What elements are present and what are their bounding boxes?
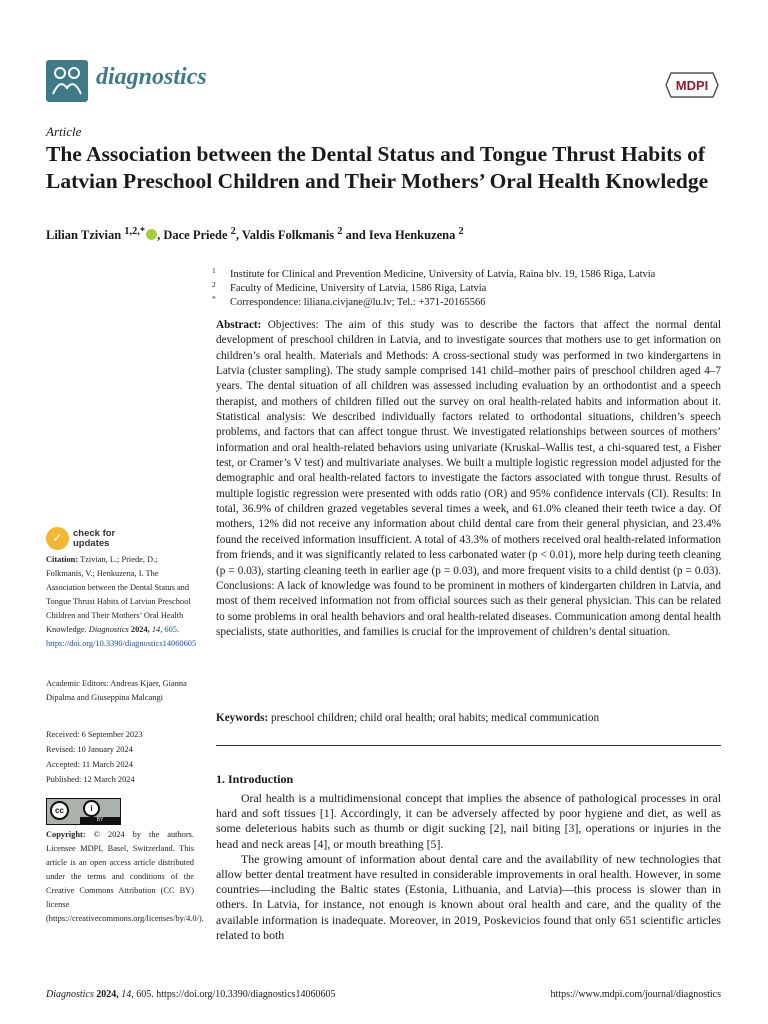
keywords — [216, 712, 721, 724]
introduction-body — [216, 791, 721, 943]
author-affiliation-mark: 2 — [337, 226, 343, 237]
check-for-updates-label[interactable]: check for updates — [73, 528, 116, 549]
abstract-text: Objectives: The aim of this study was to describe the factors that affect the normal dental development of preschool children in Latvia, and to investigate sources that mothers use to get information on children’s oral health. Materials and Methods: A cross-sectional study was performed in two kindergartens in Latvia (cluster sampling). The study sample comprised 141 child–mother pairs of preschool children aged 4–7 years. The dental situation of all children was assessed including evaluation by an orthodontist and a speech therapist, and mothers of children filled out the survey on oral health-related habits and information about it. Statistical analysis: We described individually factors related to orthodontal situations, children’s speech problems, and factors that can affect tongue thrust. We investigated relationships between sources of mothers’ information and oral health-related behaviors using univariate (Kruskal–Wallis test, a chi-squared test, a Fisher test, or Cramer’s V test) and multivariate analyses. We built a multiple logistic regression model adjusted for the demographic and oral health-related factors to investigate the factors associated with tongue thrust. Results of multiple logistic regression were presented with odds ratio (OR) and 95% confidence intervals (CI). Results: In total, 36.9% of children grazed vegetables several times a week, and 61.0% cleaned their teeth twice a day. Of mothers, 12% did not receive any information about child dental care from their general physician, and 23.4% found the received information insufficient. A total of 43.3% of mothers received oral health-related information from friends, and it was significantly related to less carbonated water (p < 0.01), more help during teeth cleaning (p = 0.03), starting cleaning teeth in earlier age (p = 0.03), and more frequent visits to a child dentist (p = 0.03). Conclusions: A lack of knowledge was found to be prominent in mothers of kindergarten children in Latvia, and most of them received information not from official sources such as their general physician. This can be related to some problems in oral health behaviors and oral health-related diseases. Communication among dental health specialists, state authorities, and families is crucial for the improvement of children’s dental situation. — [216, 319, 722, 638]
affiliation-item: $^2$ Faculty of Medicine, University of Latvia, 1586 Riga, Latvia — [212, 280, 487, 294]
citation-block: Citation: Tzivian, L.; Priede, D.; Folkmanis, V.; Henkuzena, I. The Association between the Dental Status and Tongue Thrust Habits of Latvian Preschool Children and Their Mothers’ Oral Health Knowledge. Diagnostics 2024, 14, 605. https://doi.org/10.3390/diagnostics14060605 — [46, 555, 197, 648]
abstract — [216, 318, 721, 640]
author-affiliation-mark: 1,2,* — [124, 226, 146, 237]
correspondence-line: * Correspondence: liliana.civjane@lu.lv; Tel.: +371-20165566 — [212, 294, 486, 308]
author-affiliation-mark: 2 — [230, 226, 236, 237]
author-name[interactable]: Valdis Folkmanis — [241, 228, 335, 243]
abstract-label: Abstract: — [216, 319, 262, 331]
section-divider — [216, 745, 721, 746]
paragraph: Oral health is a multidimensional concept that implies the absence of pathological processes in oral hard and soft tissues [1]. Accordingly, it can be adversely affected by poor hygiene and diet, as well as some deleterious habits such as thumb or digit sucking [2], nail biting [3], operations or injuries in the head and neck areas [4], or mouth breathing [5]. — [216, 791, 721, 851]
mdpi-logo — [665, 72, 719, 96]
orcid-icon[interactable] — [146, 229, 157, 240]
author-list: Lilian Tzivian $^{1,2,*}$ , Dace Priede $^2$, Valdis Folkmanis $^2$ and Ieva Henkuzena $^2$ — [46, 226, 464, 243]
footer-journal-url[interactable]: https://www.mdpi.com/journal/diagnostics — [550, 989, 721, 1000]
checkmark-icon: ✓ — [52, 531, 63, 546]
copyright-block: Copyright: © 2024 by the authors. Licensee MDPI, Basel, Switzerland. This article is an open access article distributed under the terms and conditions of the Creative Commons Attribution (CC BY) license (https://creativecommons.org/licenses/by/4.0/). — [46, 830, 204, 923]
citation-doi-link[interactable]: 605. https://doi.org/10.3390/diagnostics14060605 — [46, 625, 197, 648]
published-date: Published: 12 March 2024 — [46, 775, 135, 784]
svg-text:MDPI: MDPI — [675, 78, 709, 93]
article-title: The Association between the Dental Status and Tongue Thrust Habits of Latvian Preschool Children and Their Mothers’ Oral Health Knowledge — [46, 142, 709, 193]
author-name[interactable]: Ieva Henkuzena — [368, 228, 456, 243]
keywords-text: preschool children; child oral health; oral habits; medical communication — [271, 712, 600, 724]
author-name[interactable]: Lilian Tzivian — [46, 228, 122, 243]
footer-citation: Diagnostics 2024, 14, 605. https://doi.org/10.3390/diagnostics14060605 — [46, 989, 336, 1000]
keywords-label: Keywords: — [216, 712, 269, 724]
revised-date: Revised: 10 January 2024 — [46, 745, 133, 754]
affiliation-item: $^1$ Institute for Clinical and Prevention Medicine, University of Latvia, Raina blv. 19, 1586 Riga, Latvia — [212, 266, 656, 280]
journal-logo-icon — [46, 60, 88, 102]
author-name[interactable]: Dace Priede — [163, 228, 228, 243]
academic-editors: Academic Editors: Andreas Kjaer, Gianna Dipalma and Giuseppina Malcangi — [46, 679, 187, 702]
author-affiliation-mark: 2 — [458, 226, 464, 237]
paragraph: The growing amount of information about dental care and the availability of new technologies that allow better dental treatment have resulted in considerable improvements in oral health. However, in some countries—including the Baltic states (Estonia, Lithuania, and Latvia)—this process is slower than in others. In Latvia, for instance, not enough is known about oral health and care, and the quality of the available information is inadequate. Moreover, in 2019, Poskevicios found that only 651 scientific articles related to both — [216, 851, 721, 942]
article-type: Article — [46, 124, 82, 139]
cc-by-license-icon[interactable]: cc i BY — [46, 798, 121, 825]
journal-name: diagnostics — [96, 64, 207, 90]
accepted-date: Accepted: 11 March 2024 — [46, 760, 133, 769]
received-date: Received: 6 September 2023 — [46, 730, 143, 739]
section-heading: 1. Introduction — [216, 772, 294, 786]
